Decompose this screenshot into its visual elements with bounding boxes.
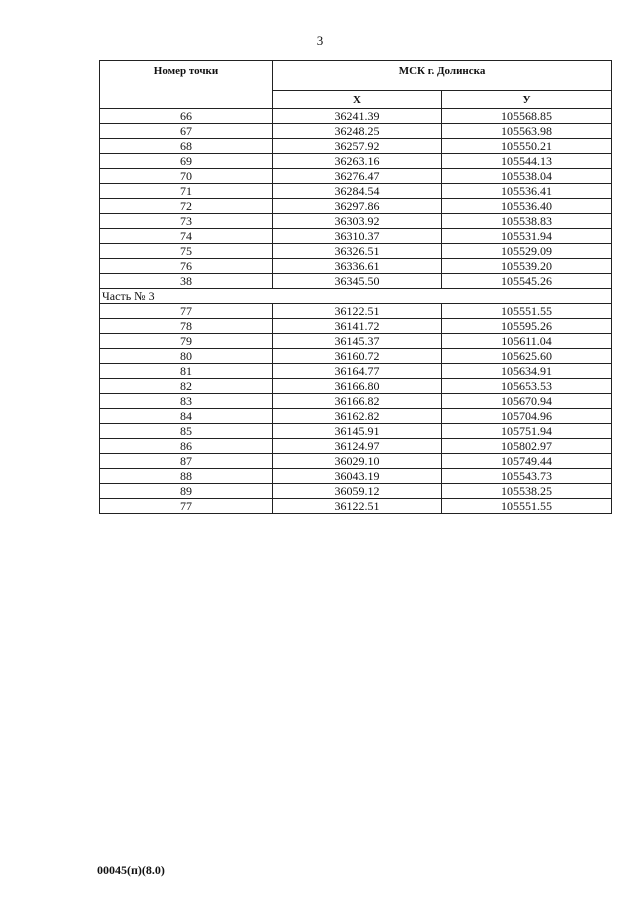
- y-coordinate-cell: 105538.25: [442, 484, 612, 499]
- table-row: [100, 154, 612, 169]
- point-number-cell: 84: [100, 409, 273, 424]
- x-coordinate-cell: 36122.51: [273, 304, 442, 319]
- y-coordinate-cell: 105634.91: [442, 364, 612, 379]
- x-coordinate-cell: 36276.47: [273, 169, 442, 184]
- x-coordinate-cell: 36297.86: [273, 199, 442, 214]
- table-row: [100, 424, 612, 439]
- coordinate-system-header: МСК г. Долинска: [273, 61, 612, 91]
- y-coordinate-cell: 105611.04: [442, 334, 612, 349]
- y-coordinate-cell: 105704.96: [442, 409, 612, 424]
- point-number-cell: 81: [100, 364, 273, 379]
- point-number-cell: 89: [100, 484, 273, 499]
- point-number-cell: 74: [100, 229, 273, 244]
- y-coordinate-cell: 105550.21: [442, 139, 612, 154]
- table-row: [100, 394, 612, 409]
- y-coordinate-cell: 105568.85: [442, 109, 612, 124]
- y-coordinate-cell: 105538.83: [442, 214, 612, 229]
- point-number-cell: 72: [100, 199, 273, 214]
- y-coordinate-cell: 105536.40: [442, 199, 612, 214]
- point-number-cell: 69: [100, 154, 273, 169]
- x-coordinate-cell: 36145.37: [273, 334, 442, 349]
- y-coordinate-cell: 105545.26: [442, 274, 612, 289]
- table-row: [100, 334, 612, 349]
- y-coordinate-cell: 105802.97: [442, 439, 612, 454]
- x-coordinate-cell: 36284.54: [273, 184, 442, 199]
- y-coordinate-cell: 105749.44: [442, 454, 612, 469]
- coordinates-table: [99, 60, 612, 514]
- x-coordinate-cell: 36166.82: [273, 394, 442, 409]
- x-coordinate-cell: 36345.50: [273, 274, 442, 289]
- x-coordinate-cell: 36145.91: [273, 424, 442, 439]
- part-label: Часть № 3: [100, 289, 612, 304]
- point-number-cell: 87: [100, 454, 273, 469]
- point-number-cell: 76: [100, 259, 273, 274]
- table-row: [100, 199, 612, 214]
- point-number-cell: 38: [100, 274, 273, 289]
- part-header: [100, 289, 612, 304]
- x-coordinate-cell: 36043.19: [273, 469, 442, 484]
- point-number-cell: 71: [100, 184, 273, 199]
- table-row: [100, 439, 612, 454]
- x-coordinate-cell: 36124.97: [273, 439, 442, 454]
- table-row: [100, 169, 612, 184]
- y-coordinate-cell: 105595.26: [442, 319, 612, 334]
- x-coordinate-cell: 36303.92: [273, 214, 442, 229]
- table-row: [100, 244, 612, 259]
- x-coordinate-cell: 36241.39: [273, 109, 442, 124]
- x-coordinate-cell: 36160.72: [273, 349, 442, 364]
- point-number-cell: 75: [100, 244, 273, 259]
- y-coordinate-cell: 105544.13: [442, 154, 612, 169]
- point-number-cell: 79: [100, 334, 273, 349]
- x-coordinate-cell: 36248.25: [273, 124, 442, 139]
- table-row: [100, 319, 612, 334]
- table-row: [100, 139, 612, 154]
- y-coordinate-cell: 105531.94: [442, 229, 612, 244]
- x-coordinate-cell: 36166.80: [273, 379, 442, 394]
- point-number-cell: 82: [100, 379, 273, 394]
- y-coordinate-cell: 105551.55: [442, 499, 612, 514]
- x-coordinate-cell: 36257.92: [273, 139, 442, 154]
- table-row: [100, 499, 612, 514]
- point-number-cell: 86: [100, 439, 273, 454]
- y-coordinate-cell: 105653.53: [442, 379, 612, 394]
- table-row: [100, 349, 612, 364]
- point-number-cell: 73: [100, 214, 273, 229]
- y-coordinate-cell: 105529.09: [442, 244, 612, 259]
- point-number-cell: 70: [100, 169, 273, 184]
- point-number-cell: 78: [100, 319, 273, 334]
- table-row: [100, 409, 612, 424]
- table-row: [100, 184, 612, 199]
- table-row: [100, 454, 612, 469]
- table-row: [100, 259, 612, 274]
- table-row: [100, 364, 612, 379]
- point-number-cell: 66: [100, 109, 273, 124]
- point-number-cell: 80: [100, 349, 273, 364]
- point-number-cell: 68: [100, 139, 273, 154]
- x-coordinate-cell: 36310.37: [273, 229, 442, 244]
- x-coordinate-cell: 36122.51: [273, 499, 442, 514]
- table-row: [100, 109, 612, 124]
- y-coordinate-cell: 105625.60: [442, 349, 612, 364]
- y-coordinate-cell: 105538.04: [442, 169, 612, 184]
- table-row: [100, 379, 612, 394]
- table-body-part-a: [100, 109, 612, 289]
- table-row: [100, 484, 612, 499]
- page-number: 3: [316, 33, 324, 48]
- table-row: [100, 229, 612, 244]
- point-number-cell: 67: [100, 124, 273, 139]
- table-row: [100, 124, 612, 139]
- table-row: [100, 214, 612, 229]
- point-number-cell: 83: [100, 394, 273, 409]
- y-coordinate-cell: 105539.20: [442, 259, 612, 274]
- table-row: [100, 274, 612, 289]
- y-coordinate-cell: 105751.94: [442, 424, 612, 439]
- x-coordinate-cell: 36326.51: [273, 244, 442, 259]
- x-coordinate-cell: 36263.16: [273, 154, 442, 169]
- x-coordinate-cell: 36162.82: [273, 409, 442, 424]
- table-row: [100, 469, 612, 484]
- point-number-header: Номер точки: [100, 61, 273, 109]
- table-body-part-b: [100, 304, 612, 514]
- y-coordinate-cell: 105670.94: [442, 394, 612, 409]
- document-code: 00045(п)(8.0): [97, 863, 165, 877]
- x-coordinate-cell: 36336.61: [273, 259, 442, 274]
- point-number-cell: 88: [100, 469, 273, 484]
- y-coordinate-cell: 105563.98: [442, 124, 612, 139]
- x-column-header: X: [273, 91, 442, 109]
- y-column-header: У: [442, 91, 612, 109]
- x-coordinate-cell: 36059.12: [273, 484, 442, 499]
- x-coordinate-cell: 36029.10: [273, 454, 442, 469]
- point-number-cell: 77: [100, 304, 273, 319]
- point-number-cell: 77: [100, 499, 273, 514]
- table-row: [100, 304, 612, 319]
- point-number-cell: 85: [100, 424, 273, 439]
- y-coordinate-cell: 105536.41: [442, 184, 612, 199]
- x-coordinate-cell: 36141.72: [273, 319, 442, 334]
- y-coordinate-cell: 105543.73: [442, 469, 612, 484]
- x-coordinate-cell: 36164.77: [273, 364, 442, 379]
- y-coordinate-cell: 105551.55: [442, 304, 612, 319]
